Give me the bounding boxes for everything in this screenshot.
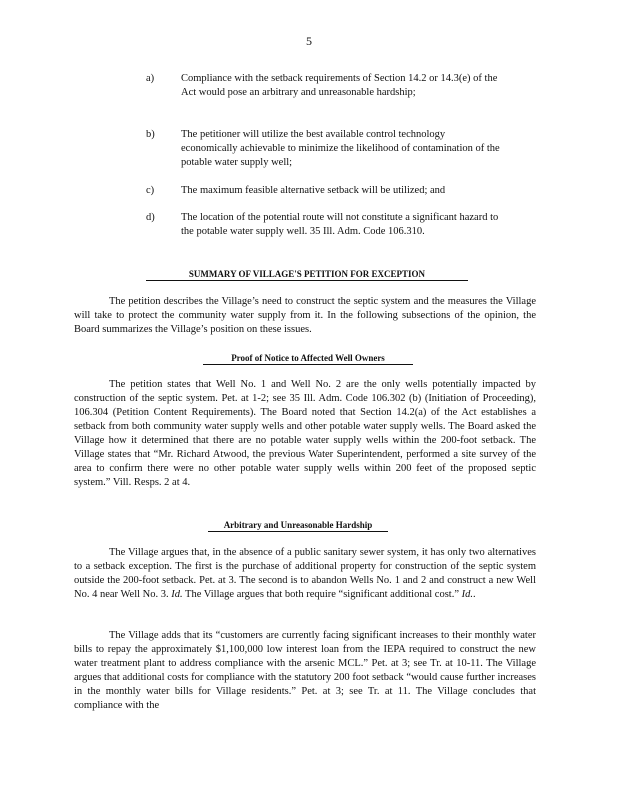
list-item-b (146, 128, 506, 174)
paragraph-hardship-alternatives (74, 546, 536, 602)
list-item-c (146, 184, 506, 202)
list-item-label: d) (146, 212, 155, 223)
list-item-text: The location of the potential route will not constitute a significant hazard to the potable water supply well. 35 Ill. Adm. Code 106.310. (181, 212, 499, 237)
paragraph-text: The Village argues that, in the absence of a public sanitary sewer system, it has only two alternatives to a setback exception. The first is the purchase of additional property for construction of the septic system outside the 200-foot setback. Pet. at 3. The second is to abandon Wells No. 1 and 2 and construct a new Well No. 4 near Well No. 3. (74, 547, 536, 600)
list-item-label: b) (146, 129, 155, 140)
paragraph-petition-description: The petition describes the Village’s need to construct the septic system and the measures the Village will take to protect the community water supply from it. In the following subsections of the opinion, the Board summarizes the Village’s position on these issues. (74, 296, 536, 335)
paragraph-text: . (472, 589, 476, 600)
paragraph-text: The Village argues that both require “significant additional cost.” (182, 589, 459, 600)
citation-id: Id. (171, 589, 183, 600)
list-item-label: c) (146, 185, 155, 196)
list-item-label: a) (146, 73, 155, 84)
paragraph-hardship-costs: The Village adds that its “customers are currently facing significant increases to their monthly water bills to repay the approximately $1,100,000 low interest loan from the IEPA required to construct the new water treatment plant to address compliance with the arsenic MCL.” Pet. at 3; see Tr. at 10-11. The Village argues that additional costs for compliance with the statutory 200 foot setback “would cause further increases in the monthly water bills for Village residents.” Pet. at 3; see Tr. at 11. The Village concludes that compliance with the (74, 630, 536, 711)
list-item-text: Compliance with the setback requirements of Section 14.2 or 14.3(e) of the Act would pose an arbitrary and unreasonable hardship; (181, 73, 498, 98)
section-heading-proof-of-notice: Proof of Notice to Affected Well Owners (203, 352, 413, 365)
section-heading-summary: SUMMARY OF VILLAGE'S PETITION FOR EXCEPTION (146, 268, 468, 281)
list-item-text: The maximum feasible alternative setback will be utilized; and (181, 185, 446, 196)
page-number: 5 (306, 34, 312, 48)
list-item-d (146, 211, 506, 257)
section-heading-hardship: Arbitrary and Unreasonable Hardship (208, 519, 388, 532)
paragraph-proof-of-notice: The petition states that Well No. 1 and Well No. 2 are the only wells potentially impacted by construction of the septic system. Pet. at 1-2; see 35 Ill. Adm. Code 106.302 (b) (Initiation of Proceeding), 106.304 (Petition Content Requirements). The Board noted that Section 14.2(a) of the Act establishes a setback from both community water supply wells and other potable water supply wells. The Board asked the Village how it determined that there are no potable water supply wells within the 200-foot setback. The Village states that “Mr. Richard Atwood, the previous Water Superintendent, performed a site survey of the area to confirm there were no other potable water supply wells within 200 feet of the proposed septic system.” Vill. Resps. 2 at 4. (74, 379, 536, 488)
list-item-text: The petitioner will utilize the best available control technology economically achievable to minimize the likelihood of contamination of the potable water supply well; (181, 129, 500, 168)
citation-id: Id. (461, 589, 473, 600)
list-item-a (146, 72, 506, 118)
